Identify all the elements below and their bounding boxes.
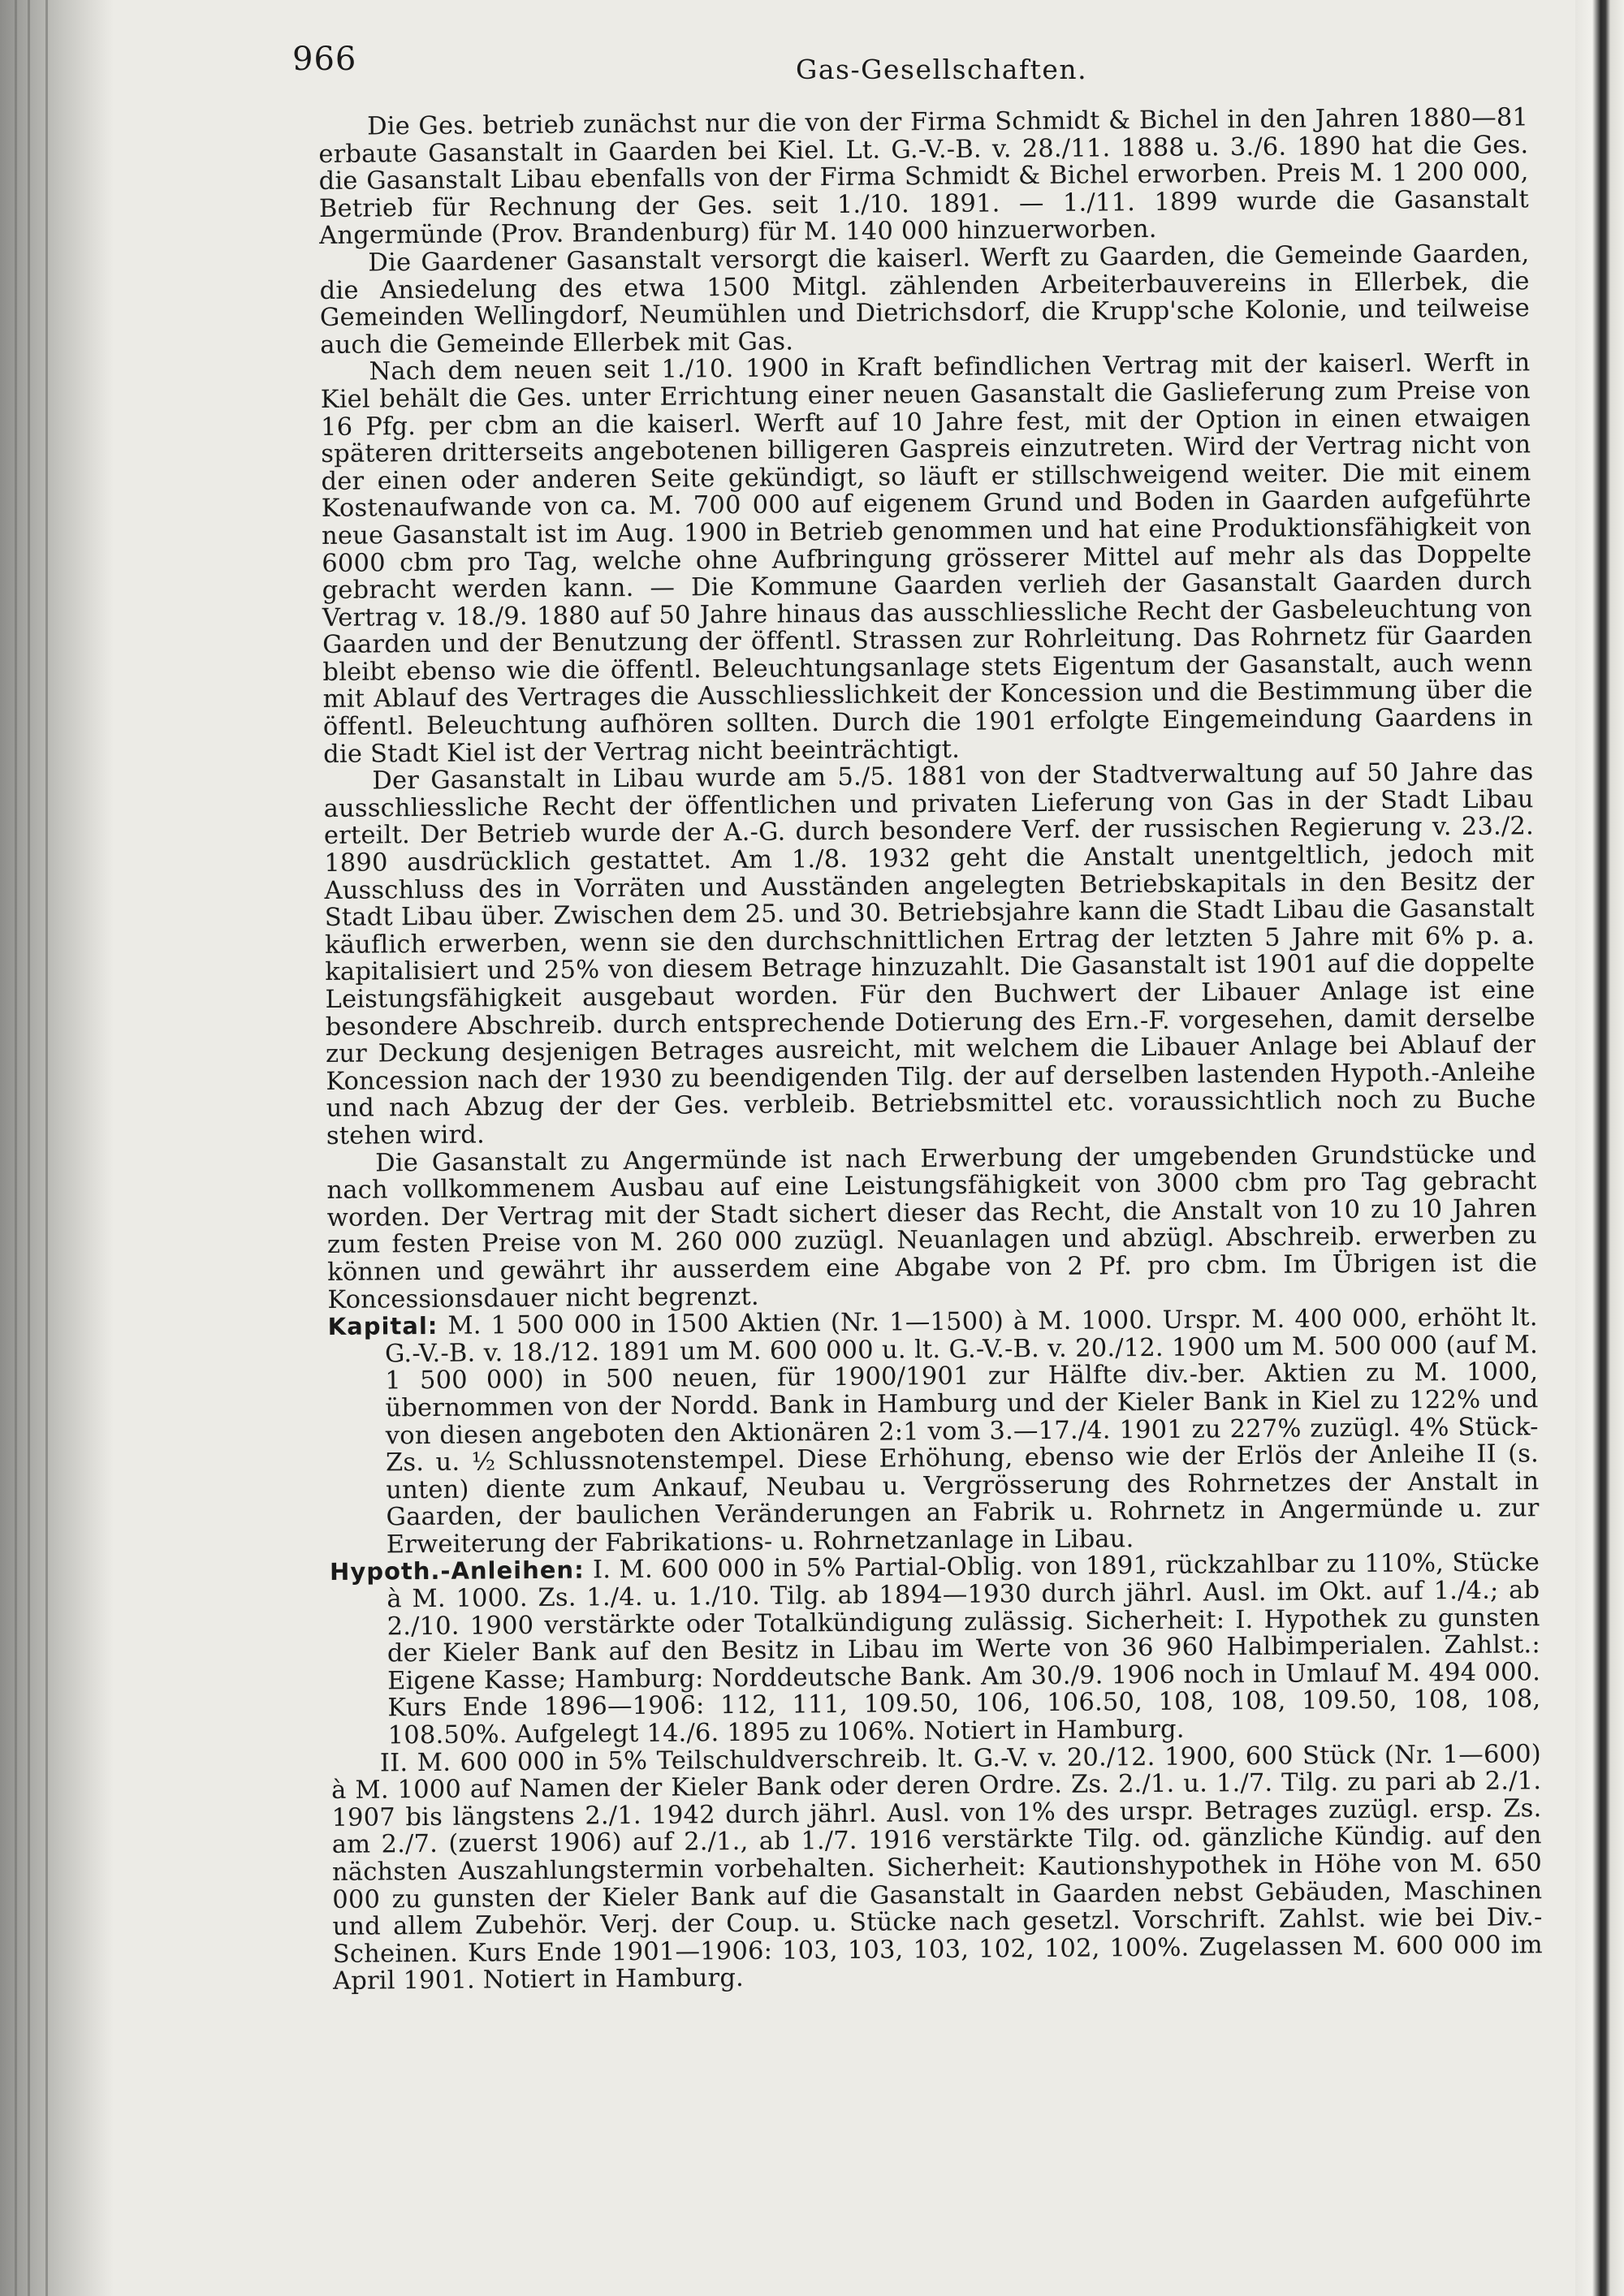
paragraph-text: Die Gaardener Gasanstalt versorgt die kaiserl. Werft zu Gaarden, die Gemeinde Gaarden, die Ansiedelung des etwa 1500 Mitgl. zählenden Arbeiterbauvereins in Ellerbek, die Gemeinden Wellingdorf, Neumühlen und Dietrichsdorf, die Krupp'sche Kolonie, und teilweise auch die Gemeinde Ellerbek mit Gas. [319, 240, 1531, 360]
paragraph-text: Die Gasanstalt zu Angermünde ist nach Erwerbung der umgebenden Grundstücke und nach vollkommenem Ausbau auf eine Leistungsfähigkeit von 3000 cbm pro Tag gebracht worden. Der Vertrag mit der Stadt sichert dieser das Recht, die Anstalt von 10 zu 10 Jahren zum festen Preise von M. 260 000 zuzügl. Neuanlagen und abzügl. Abschreib. erwerben zu können und gewährt ihr ausserdem eine Abgabe von 2 Pf. pro cbm. Im Übrigen ist die Koncessionsdauer nicht begrenzt. [326, 1139, 1538, 1314]
body-paragraph [319, 240, 1530, 359]
body-paragraph [318, 104, 1529, 250]
body-paragraph [320, 350, 1533, 769]
gutter-shadow-line [28, 0, 30, 2296]
section-paragraph [330, 1550, 1541, 1750]
gutter-shadow-line [15, 0, 17, 2296]
section-paragraph [328, 1304, 1540, 1559]
page-right-edge [1575, 0, 1624, 2296]
paragraph-text: M. 1 500 000 in 1500 Aktien (Nr. 1—1500) à M. 1000. Urspr. M. 400 000, erhöht lt. G.-V.-B. v. 18./12. 1891 um M. 600 000 u. lt. G.-V.-B. v. 20./12. 1900 um M. 500 000 (auf M. 1 500 000) in 500 neuen, für 1900/1901 zur Hälfte div.-ber. Aktien zu M. 1000, übernommen von der Nordd. Bank in Hamburg und der Kieler Bank in Kiel zu 122% und von diesen angeboten den Aktionären 2:1 vom 3.—17./4. 1901 zu 227% zuzügl. 4% Stück-Zs. u. ½ Schlussnotenstempel. Diese Erhöhung, ebenso wie der Erlös der Anleihe II (s. unten) diente zum Ankauf, Neubau u. Vergrösserung des Rohrnetzes der Anstalt in Gaarden, der baulichen Veränderungen an Fabrik u. Rohrnetz in Angermünde u. zur Erweiterung der Fabrikations- u. Rohrnetzanlage in Libau. [384, 1303, 1540, 1560]
section-label: Hypoth.-Anleihen: [329, 1556, 585, 1586]
paragraph-text: Der Gasanstalt in Libau wurde am 5./5. 1881 von der Stadtverwaltung auf 50 Jahre das ausschliessliche Recht der öffentlichen und privaten Lieferung von Gas in der Stadt Libau erteilt. Der Betrieb wurde der A.-G. durch besondere Verf. der russischen Regierung v. 23./2. 1890 ausdrücklich gestattet. Am 1./8. 1932 geht die Anstalt unentgeltlich, jedoch mit Ausschluss des in Vorräten und Ausständen angelegten Betriebskapitals in den Besitz der Stadt Libau über. Zwischen dem 25. und 30. Betriebsjahre kann die Stadt Libau die Gasanstalt käuflich erwerben, wenn sie den durchschnittlichen Ertrag der letzten 5 Jahre mit 6% p. a. kapitalisiert und 25% von diesem Betrage hinzuzahlt. Die Gasanstalt ist 1901 auf die doppelte Leistungsfähigkeit ausgebaut worden. Für den Buchwert der Libauer Anlage ist eine besondere Abschreib. durch entsprechende Dotierung des Ern.-F. vorgesehen, damit derselbe zur Deckung desjenigen Betrages ausreicht, mit welchem die Libauer Anlage bei Ablauf der Koncession nach der 1930 zu beendigenden Tilg. der auf derselben lastenden Hypoth.-Anleihe und nach Abzug der der Ges. verbleib. Betriebsmittel etc. voraussichtlich noch zu Buche stehen wird. [323, 757, 1536, 1150]
body-paragraph [326, 1141, 1538, 1314]
gutter-shadow-line [45, 0, 48, 2296]
paragraph-text: II. M. 600 000 in 5% Teilschuldverschreib. lt. G.-V. v. 20./12. 1900, 600 Stück (Nr. 1—600) à M. 1000 auf Namen der Kieler Bank oder deren Ordre. Zs. 2./1. u. 1./7. Tilg. zu pari ab 2./1. 1907 bis längstens 2./1. 1942 durch jährl. Ausl. von 1% des urspr. Betrages zuzügl. ersp. Zs. am 2./7. (zuerst 1906) auf 2./1., ab 1./7. 1916 verstärkte Tilg. od. gänzliche Kündig. auf den nächsten Auszahlungstermin vorbehalten. Sicherheit: Kautionshypothek in Höhe von M. 650 000 zu gunsten der Kieler Bank auf die Gasanstalt in Gaarden nebst Gebäuden, Maschinen und allem Zubehör. Verj. der Coup. u. Stücke nach gesetzl. Vorschrift. Zahlst. wie bei Div.-Scheinen. Kurs Ende 1901—1906: 103, 103, 103, 102, 102, 100%. Zugelassen M. 600 000 im April 1901. Notiert in Hamburg. [331, 1739, 1543, 1996]
paragraph-text: Nach dem neuen seit 1./10. 1900 in Kraft befindlichen Vertrag mit der kaiserl. Werft in Kiel behält die Ges. unter Errichtung einer neuen Gasanstalt die Gaslieferung zum Preise von 16 Pfg. per cbm an die kaiserl. Werft auf 10 Jahre fest, mit der Option in einen etwaigen späteren dritterseits angebotenen billigeren Gaspreis einzutreten. Wird der Vertrag nicht von der einen oder anderen Seite gekündigt, so läuft er stillschweigend weiter. Die mit einem Kostenaufwande von ca. M. 700 000 auf eigenem Grund und Boden in Gaarden aufgeführte neue Gasanstalt ist im Aug. 1900 in Betrieb genommen und hat eine Produktionsfähigkeit von 6000 cbm pro Tag, welche ohne Aufbringung grösserer Mittel auf mehr als das Doppelte gebracht werden kann. — Die Kommune Gaarden verlieh der Gasanstalt Gaarden durch Vertrag v. 18./9. 1880 auf 50 Jahre hinaus das ausschliessliche Recht der Gasbeleuchtung von Gaarden und der Benutzung der öffentl. Strassen zur Rohrleitung. Das Rohrnetz für Gaarden bleibt ebenso wie die öffentl. Beleuchtungsanlage stets Eigentum der Gasanstalt, auch wenn mit Ablauf des Vertrages die Ausschliesslichkeit der Koncession und die Bestimmung über die öffentl. Beleuchtung aufhören sollten. Durch die 1901 erfolgte Eingemeindung Gaardens in die Stadt Kiel ist der Vertrag nicht beeinträchtigt. [320, 348, 1534, 769]
book-gutter [0, 0, 114, 2296]
body-paragraph [323, 759, 1536, 1150]
paragraph-text: I. M. 600 000 in 5% Partial-Oblig. von 1891, rückzahlbar zu 110%, Stücke à M. 1000. Zs. 1./4. u. 1./10. Tilg. ab 1894—1930 durch jährl. Ausl. im Okt. auf 1./4.; ab 2./10. 1900 verstärkte oder Totalkündigung zulässig. Sicherheit: I. Hypothek zu gunsten der Kieler Bank auf den Besitz in Libau im Werte von 36 960 Halbimperialen. Zahlst.: Eigene Kasse; Hamburg: Norddeutsche Bank. Am 30./9. 1906 noch in Umlauf M. 494 000. Kurs Ende 1896—1906: 112, 111, 109.50, 106, 106.50, 108, 108, 109.50, 108, 108, 108.50%. Aufgelegt 14./6. 1895 zu 106%. Notiert in Hamburg. [387, 1548, 1541, 1750]
page-number: 966 [292, 41, 357, 78]
running-head: Gas-Gesellschaften. [796, 54, 1088, 85]
page-body [318, 104, 1543, 1996]
paragraph-text: Die Ges. betrieb zunächst nur die von der Firma Schmidt & Bichel in den Jahren 1880—81 erbaute Gasanstalt in Gaarden bei Kiel. Lt. G.-V.-B. v. 28./11. 1888 u. 3./6. 1890 hat die Ges. die Gasanstalt Libau ebenfalls von der Firma Schmidt & Bichel erworben. Preis M. 1 200 000, Betrieb für Rechnung der Ges. seit 1./10. 1891. — 1./11. 1899 wurde die Gasanstalt Angermünde (Prov. Brandenburg) für M. 140 000 hinzuerworben. [318, 103, 1530, 251]
page-header [292, 41, 1575, 89]
section-label: Kapital: [327, 1312, 438, 1341]
body-paragraph [331, 1741, 1543, 1996]
